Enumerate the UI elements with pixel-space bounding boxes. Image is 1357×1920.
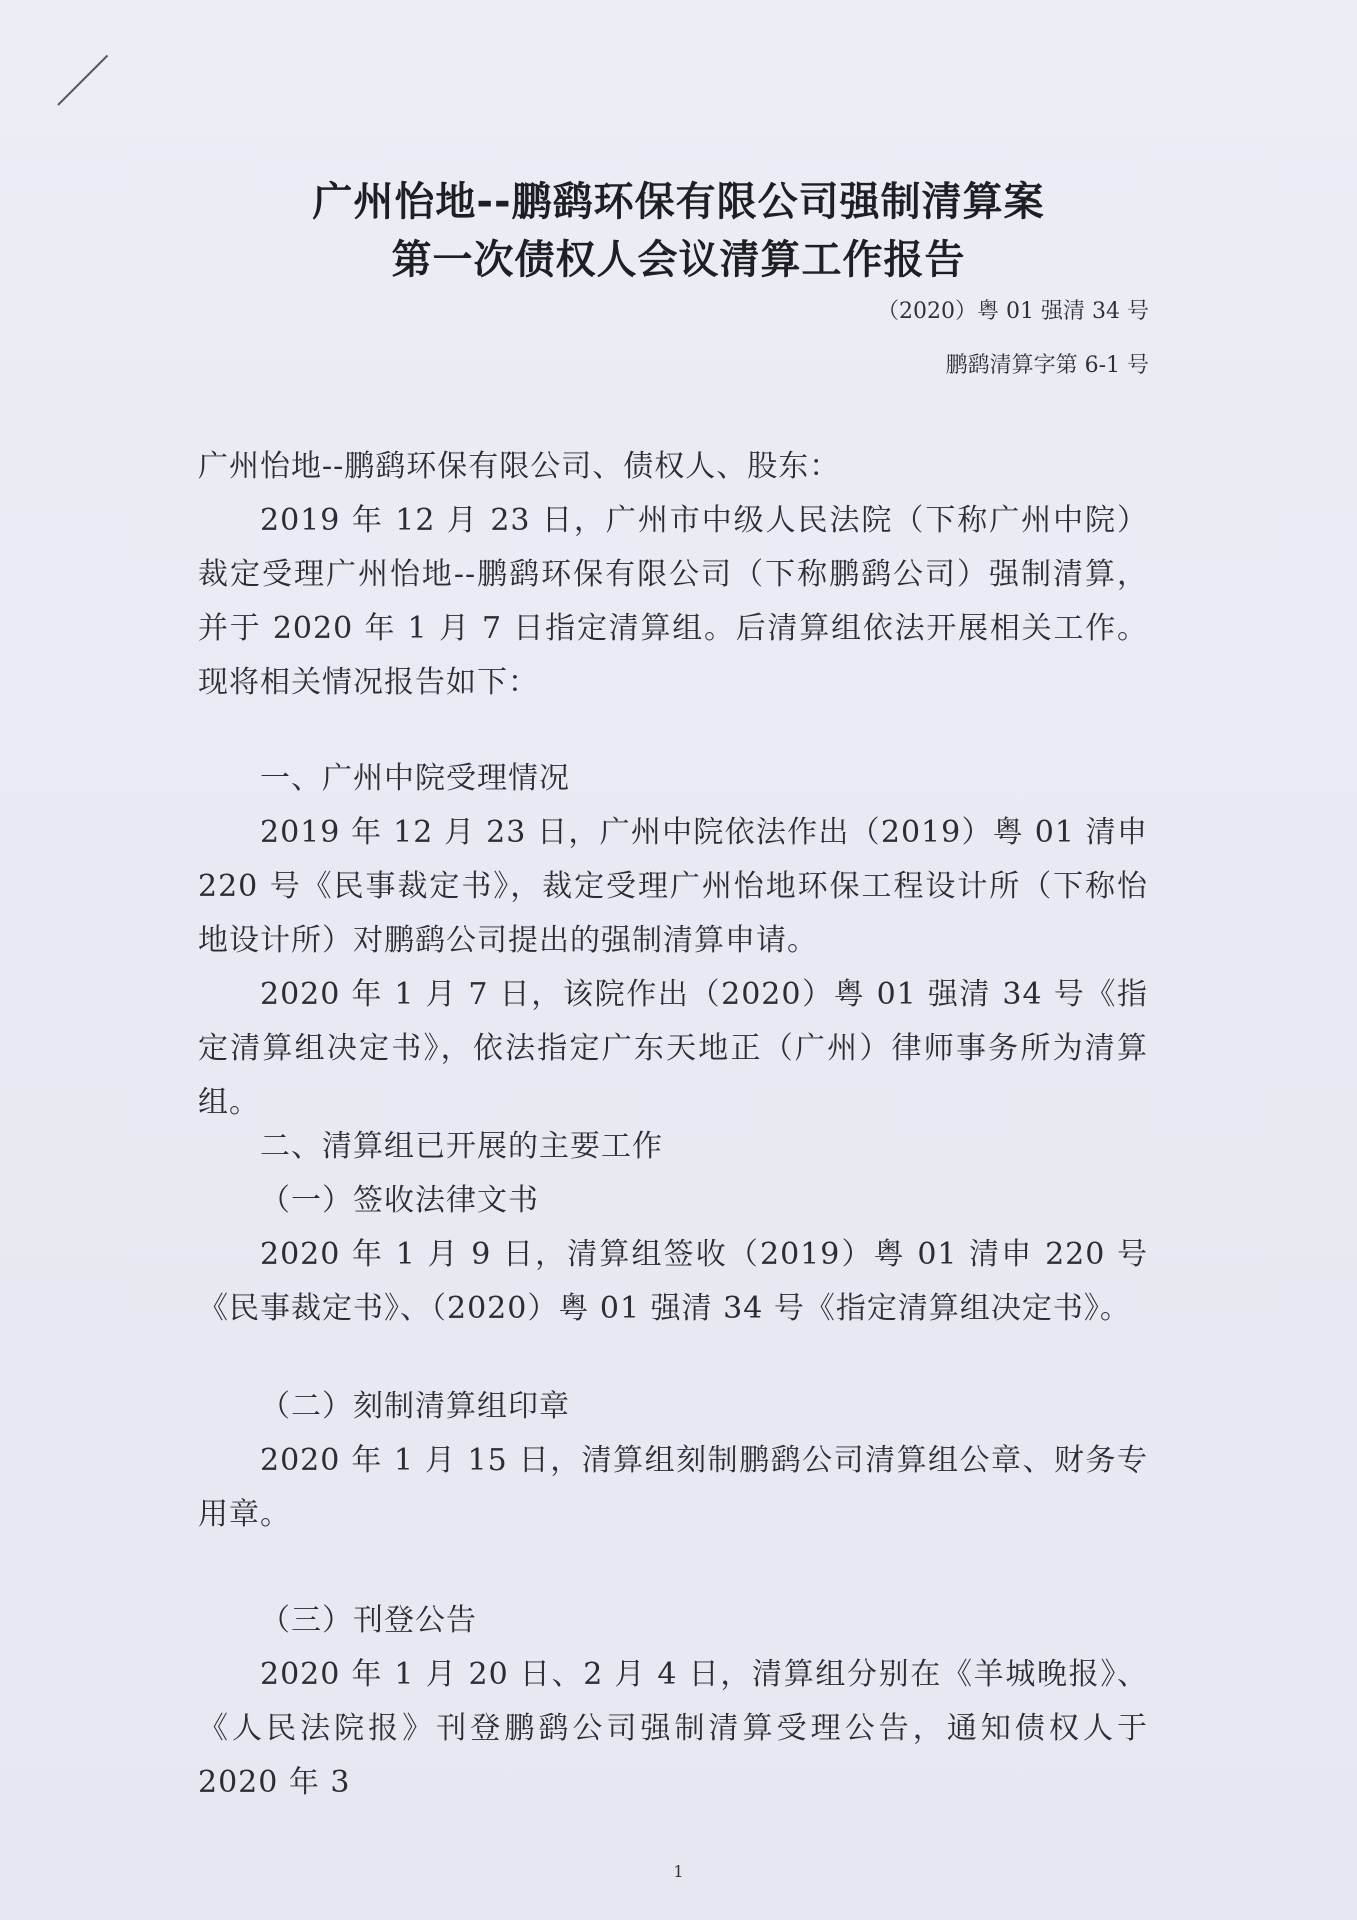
section-1-paragraph-2: 2020 年 1 月 7 日，该院作出（2020）粤 01 强清 34 号《指定清算组决定书》，依法指定广东天地正（广州）律师事务所为清算组。: [198, 977, 1148, 1120]
document-title-line1: 广州怡地--鹏鹞环保有限公司强制清算案: [312, 179, 1045, 225]
section-1: [198, 752, 1148, 1130]
subsection-3-heading: （三）刊登公告: [260, 1603, 477, 1638]
subsection-2-paragraph: 2020 年 1 月 15 日，清算组刻制鹏鹞公司清算组公章、财务专用章。: [198, 1443, 1148, 1532]
section-2-heading: 二、清算组已开展的主要工作: [260, 1129, 663, 1164]
subsection-2-heading: （二）刻制清算组印章: [260, 1389, 570, 1424]
intro-paragraph: 2019 年 12 月 23 日，广州市中级人民法院（下称广州中院）裁定受理广州怡地--鹏鹞环保有限公司（下称鹏鹞公司）强制清算，并于 2020 年 1 月 7 日指定清算组。后清算组依法开展相关工作。现将相关情况报告如下：: [198, 503, 1148, 700]
case-number: （2020）粤 01 强清 34 号: [877, 299, 1149, 324]
subsection-2: [198, 1380, 1148, 1542]
subsection-3: [198, 1594, 1148, 1810]
document-title-line2: 第一次债权人会议清算工作报告: [391, 237, 966, 283]
section-1-heading: 一、广州中院受理情况: [260, 761, 570, 796]
intro-block: [198, 440, 1148, 710]
salutation: 广州怡地--鹏鹞环保有限公司、债权人、股东：: [198, 449, 841, 484]
section-2: [198, 1120, 1148, 1336]
page-number: 1: [673, 1862, 684, 1881]
pen-stroke-mark: [57, 55, 108, 106]
section-1-paragraph-1: 2019 年 12 月 23 日，广州中院依法作出（2019）粤 01 清申 220 号《民事裁定书》，裁定受理广州怡地环保工程设计所（下称怡地设计所）对鹏鹞公司提出的强制清算申请。: [198, 815, 1148, 958]
subsection-3-paragraph: 2020 年 1 月 20 日、2 月 4 日，清算组分别在《羊城晚报》、《人民法院报》刊登鹏鹞公司强制清算受理公告，通知债权人于 2020 年 3: [198, 1657, 1148, 1800]
subsection-1-paragraph: 2020 年 1 月 9 日，清算组签收（2019）粤 01 清申 220 号《民事裁定书》、（2020）粤 01 强清 34 号《指定清算组决定书》。: [198, 1237, 1148, 1326]
document-number: 鹏鹞清算字第 6-1 号: [945, 353, 1149, 378]
subsection-1-heading: （一）签收法律文书: [260, 1183, 539, 1218]
